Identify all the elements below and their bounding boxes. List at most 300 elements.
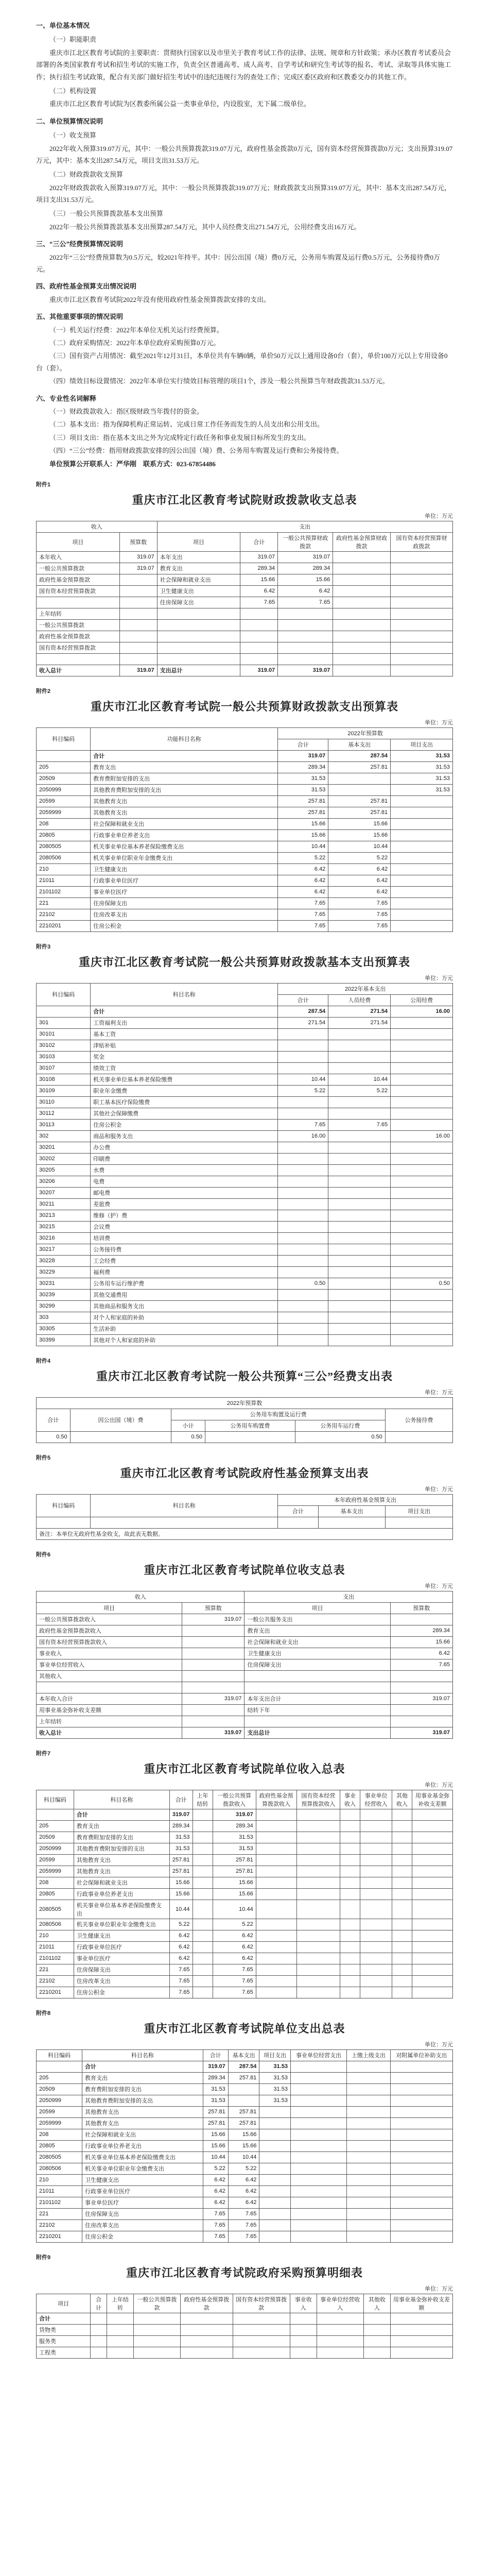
budget-narrative: [36, 20, 453, 470]
table-cell: [259, 2219, 291, 2231]
table-cell: 31.53: [213, 1832, 256, 1843]
table-cell: 271.54: [278, 1017, 328, 1028]
table-row: [37, 1964, 453, 1975]
table-cell: [390, 2324, 452, 2335]
section-title: 二、单位预算情况说明: [36, 117, 103, 125]
table-cell: [240, 608, 278, 619]
table-row: [37, 2335, 453, 2347]
paragraph: （一）财政拨款收入：指区级财政当年拨付的资金。: [49, 407, 204, 415]
table-cell: [360, 1900, 392, 1919]
table-cell: [278, 1096, 328, 1108]
table-cell: [360, 1843, 392, 1854]
table-cell: 257.81: [278, 807, 328, 818]
table-cell: [278, 1266, 328, 1278]
table-cell: [346, 2231, 390, 2242]
table-row: [37, 761, 453, 773]
column-header: 科目编码: [37, 1494, 91, 1517]
table-cell: 30112: [37, 1108, 91, 1119]
table-cell: 15.66: [213, 1888, 256, 1900]
table-cell: 319.07: [390, 1727, 452, 1738]
column-header: 基本支出: [328, 739, 391, 750]
table-cell: [386, 1517, 453, 1528]
table-cell: 2050999: [37, 1843, 74, 1854]
table-cell: 其他教育支出: [82, 2106, 203, 2117]
table-cell: [391, 665, 453, 676]
table-cell: [278, 1051, 328, 1062]
table-cell: 2050999: [37, 784, 91, 795]
table-cell: 287.54: [228, 2061, 259, 2072]
table-cell: [340, 1843, 360, 1854]
column-group-header: 支出: [157, 521, 452, 532]
table-cell: 用事业基金弥补收支差额: [37, 1704, 182, 1716]
column-header: 事业收入: [340, 1790, 360, 1809]
column-group-header: 收入: [37, 1591, 244, 1602]
table-cell: 政府性基金预算拨款: [37, 574, 120, 585]
table-title: 重庆市江北区教育考试院单位支出总表: [144, 2022, 345, 2035]
table-cell: [256, 1809, 296, 1820]
table-cell: [391, 619, 453, 631]
table-cell: 培训费: [91, 1232, 278, 1244]
table-cell: 319.07: [278, 665, 333, 676]
table-cell: 7.65: [278, 920, 328, 931]
table-cell: [391, 1062, 453, 1074]
table-cell: [391, 1108, 453, 1119]
column-header: 合计: [169, 1790, 193, 1809]
table-row: [37, 750, 453, 761]
table-cell: [392, 1953, 412, 1964]
table-row: [37, 1278, 453, 1289]
table-cell: [233, 2347, 290, 2358]
table-cell: [390, 1704, 452, 1716]
table-cell: [391, 818, 453, 829]
table-cell: [391, 795, 453, 807]
table-cell: 319.07: [203, 2061, 228, 2072]
table-cell: [193, 1930, 213, 1941]
table-cell: [290, 2208, 346, 2219]
table-cell: [390, 2095, 452, 2106]
table-cell: [391, 1210, 453, 1221]
table-cell: [412, 1953, 453, 1964]
table-cell: [390, 2140, 452, 2151]
table-cell: 30206: [37, 1176, 91, 1187]
table-cell: [119, 642, 157, 653]
table-cell: [328, 1142, 391, 1153]
table-row: [37, 1716, 453, 1727]
table-cell: 教育支出: [157, 563, 240, 574]
table-cell: [296, 1941, 340, 1953]
table-cell: [412, 1820, 453, 1832]
table-cell: [233, 2324, 290, 2335]
table-cell: [364, 2335, 391, 2347]
table-cell: 257.81: [328, 807, 391, 818]
table-cell: [391, 829, 453, 841]
table-cell: [290, 2219, 346, 2231]
table-cell: [328, 1266, 391, 1278]
column-header: 项目支出: [259, 2049, 291, 2061]
table-cell: 257.81: [228, 2072, 259, 2083]
table-cell: 其他教育支出: [74, 1866, 169, 1877]
column-group-header: 公务用车购置及运行费: [171, 1409, 385, 1420]
table-cell: [391, 909, 453, 920]
table-cell: 319.07: [240, 551, 278, 563]
table-cell: 16.00: [391, 1130, 453, 1142]
table-row: [37, 1244, 453, 1255]
table-cell: 住房保障支出: [74, 1964, 169, 1975]
table-row: [37, 1334, 453, 1346]
table-note-row: [37, 1528, 453, 1539]
section-title: 一、单位基本情况: [36, 22, 90, 29]
table-cell: [290, 2129, 346, 2140]
table-row: [37, 773, 453, 784]
table-cell: [244, 1682, 390, 1693]
table-cell: 支出总计: [244, 1727, 390, 1738]
table-cell: 30231: [37, 1278, 91, 1289]
table-cell: [290, 2095, 346, 2106]
column-header: 事业单位经营支出: [290, 2049, 346, 2061]
table-cell: [37, 2061, 82, 2072]
table-row: [37, 1636, 453, 1648]
table-cell: [119, 585, 157, 597]
column-header: 人员经费: [328, 994, 391, 1006]
table-cell: 商品和服务支出: [91, 1130, 278, 1142]
table-row: [37, 631, 453, 642]
table-cell: [328, 1096, 391, 1108]
table-row: [37, 1930, 453, 1941]
table-cell: 289.34: [213, 1820, 256, 1832]
table-cell: [328, 1232, 391, 1244]
column-header: 国有资本经营预算拨款收入: [296, 1790, 340, 1809]
table-cell: [391, 1221, 453, 1232]
table-cell: [340, 1964, 360, 1975]
table-row: [37, 1266, 453, 1278]
table-cell: [390, 2163, 452, 2174]
table-cell: [193, 1953, 213, 1964]
table-row: [37, 897, 453, 909]
table-cell: [119, 574, 157, 585]
table-cell: [328, 1289, 391, 1300]
table-cell: 30102: [37, 1040, 91, 1051]
table-cell: [182, 1648, 244, 1659]
attachment-label: 附件2: [36, 688, 51, 694]
column-group-header: 2022年预算数: [278, 727, 453, 739]
table-cell: 210: [37, 863, 91, 875]
table-cell: [256, 1900, 296, 1919]
table-cell: 邮电费: [91, 1187, 278, 1198]
table-cell: [256, 1964, 296, 1975]
unit-expense-table: [36, 2049, 453, 2243]
table-cell: 事业收入: [37, 1648, 182, 1659]
section-title: 三、“三公”经费预算情况说明: [36, 240, 124, 248]
table-cell: 205: [37, 761, 91, 773]
table-cell: 机关事业单位基本养老保险缴费: [91, 1074, 278, 1085]
table-cell: 20805: [37, 2140, 82, 2151]
subsection-title: （二）财政拨款收支预算: [49, 171, 124, 179]
table-row: [37, 2163, 453, 2174]
table-row: [37, 2106, 453, 2117]
table-cell: 210: [37, 2174, 82, 2185]
unit-label: 单位：万元: [425, 1782, 453, 1788]
table-row: [37, 1820, 453, 1832]
table-cell: 行政事业单位医疗: [82, 2185, 203, 2197]
table-cell: 319.07: [182, 1727, 244, 1738]
table-cell: [240, 653, 278, 665]
column-header: 合计: [278, 739, 328, 750]
column-header: 用事业基金弥补收支差额: [390, 2294, 452, 2313]
table-cell: 30213: [37, 1210, 91, 1221]
table-cell: 6.42: [169, 1930, 193, 1941]
table-cell: [391, 886, 453, 897]
table-cell: [333, 653, 391, 665]
table-cell: 政府性基金预算拨款收入: [37, 1625, 182, 1636]
table-cell: 国有资本经营预算拨款: [37, 585, 120, 597]
table-cell: [392, 1877, 412, 1888]
table-cell: [392, 1964, 412, 1975]
table-cell: [346, 2129, 390, 2140]
table-cell: 6.42: [228, 2185, 259, 2197]
general-budget-expense-table: [36, 727, 453, 932]
page-end-spacer: [36, 2364, 453, 2384]
table-row: [37, 1866, 453, 1877]
table-cell: [390, 2174, 452, 2185]
table-cell: [182, 1636, 244, 1648]
table-cell: 208: [37, 2129, 82, 2140]
table-cell: [193, 1854, 213, 1866]
table-cell: 22102: [37, 1975, 74, 1987]
paragraph: 2022年财政拨款收入预算319.07万元，其中：一般公共预算拨款319.07万元；财政拨款支出预算319.07万元，其中：基本支出287.54万元，项目支出31.53万元。: [36, 183, 451, 204]
government-fund-expense-table: [36, 1494, 453, 1540]
table-cell: 6.42: [390, 1648, 452, 1659]
table-cell: [392, 1843, 412, 1854]
table-cell: 271.54: [328, 1017, 391, 1028]
table-row: [37, 1300, 453, 1312]
subsection-title: （二）机构设置: [49, 87, 97, 95]
table-title: 重庆市江北区教育考试院一般公共预算“三公”经费支出表: [96, 1369, 393, 1383]
table-cell: [317, 2313, 363, 2324]
table-cell: [360, 1888, 392, 1900]
table-row: [37, 2197, 453, 2208]
table-cell: [240, 631, 278, 642]
table-cell: 0.50: [171, 1431, 205, 1443]
table-cell: [278, 1153, 328, 1164]
column-header: 功能科目名称: [91, 727, 278, 750]
table-cell: [390, 1716, 452, 1727]
table-cell: 289.34: [278, 761, 328, 773]
table-cell: 221: [37, 2208, 82, 2219]
table-cell: [391, 653, 453, 665]
table-cell: [278, 1517, 318, 1528]
table-cell: [317, 2335, 363, 2347]
table-cell: [107, 2324, 134, 2335]
table-row: [37, 1323, 453, 1334]
column-header: 合计: [278, 994, 328, 1006]
table-row: [37, 1832, 453, 1843]
table-cell: [157, 608, 240, 619]
table-cell: [193, 1809, 213, 1820]
table-cell: 其他教育支出: [74, 1854, 169, 1866]
table-cell: 收入总计: [37, 1727, 182, 1738]
table-row: [37, 2129, 453, 2140]
table-row: [37, 1028, 453, 1040]
table-cell: [391, 1312, 453, 1323]
table-cell: [278, 1176, 328, 1187]
table-row: [37, 1975, 453, 1987]
table-cell: [412, 1900, 453, 1919]
table-row: [37, 841, 453, 852]
table-cell: [278, 1312, 328, 1323]
table-cell: 公务用车运行维护费: [91, 1278, 278, 1289]
table-cell: 其他商品和服务支出: [91, 1300, 278, 1312]
table-row: [37, 1210, 453, 1221]
table-row: [37, 1517, 453, 1528]
table-row: [37, 784, 453, 795]
table-cell: 319.07: [182, 1693, 244, 1704]
table-title: 重庆市江北区教育考试院政府采购预算明细表: [126, 2266, 363, 2279]
table-cell: 7.65: [278, 1119, 328, 1130]
table-cell: [391, 551, 453, 563]
table-cell: [278, 1244, 328, 1255]
table-cell: [391, 585, 453, 597]
table-row: [37, 1659, 453, 1670]
table-cell: 10.44: [328, 1074, 391, 1085]
table-row: [37, 2313, 453, 2324]
table-row: [37, 1255, 453, 1266]
table-cell: 社会保障和就业支出: [91, 818, 278, 829]
table-cell: 20599: [37, 2106, 82, 2117]
table-cell: 6.42: [278, 875, 328, 886]
table-cell: 30113: [37, 1119, 91, 1130]
table-cell: [278, 608, 333, 619]
table-cell: [37, 750, 91, 761]
table-cell: [412, 1975, 453, 1987]
table-cell: 2080505: [37, 841, 91, 852]
table-cell: 6.42: [213, 1930, 256, 1941]
table-cell: 奖金: [91, 1051, 278, 1062]
table-row: [37, 852, 453, 863]
table-cell: [328, 773, 391, 784]
table-cell: 一般公共预算拨款收入: [37, 1614, 182, 1625]
table-cell: [391, 642, 453, 653]
table-cell: 15.66: [328, 829, 391, 841]
table-cell: 319.07: [119, 551, 157, 563]
table-cell: [390, 2117, 452, 2129]
table-cell: [360, 1820, 392, 1832]
table-cell: 257.81: [213, 1854, 256, 1866]
table-row: [37, 1198, 453, 1210]
table-cell: 31.53: [391, 761, 453, 773]
table-cell: [133, 2335, 180, 2347]
table-cell: 10.44: [278, 841, 328, 852]
section-title: 五、其他重要事项的情况说明: [36, 313, 124, 321]
basic-expense-table: [36, 983, 453, 1346]
table-cell: [360, 1919, 392, 1930]
table-cell: 6.42: [213, 1953, 256, 1964]
unit-label: 单位：万元: [425, 2285, 453, 2292]
table-cell: [37, 1517, 91, 1528]
table-cell: 319.07: [390, 1693, 452, 1704]
table-cell: 7.65: [240, 597, 278, 608]
table-cell: 15.66: [328, 818, 391, 829]
table-cell: 卫生健康支出: [244, 1648, 390, 1659]
table-cell: [391, 1300, 453, 1312]
table-cell: [157, 653, 240, 665]
table-cell: 15.66: [240, 574, 278, 585]
table-cell: 2080505: [37, 2151, 82, 2163]
table-cell: 20805: [37, 829, 91, 841]
table-cell: 本年支出: [157, 551, 240, 563]
table-cell: 7.65: [169, 1964, 193, 1975]
column-header: 政府性基金预算拨款收入: [256, 1790, 296, 1809]
table-cell: 其他社会保障缴费: [91, 1108, 278, 1119]
table-cell: 10.44: [169, 1900, 193, 1919]
table-cell: [278, 631, 333, 642]
table-cell: [412, 1930, 453, 1941]
table-row: [37, 1289, 453, 1300]
table-cell: [278, 1108, 328, 1119]
table-cell: 其他教育费附加安排的支出: [82, 2095, 203, 2106]
table-cell: [391, 1323, 453, 1334]
table-cell: 30207: [37, 1187, 91, 1198]
table-cell: 合计: [91, 750, 278, 761]
table-cell: [296, 1987, 340, 1998]
table-cell: [346, 2072, 390, 2083]
table-cell: [360, 1832, 392, 1843]
table-row: [37, 1693, 453, 1704]
table-cell: [328, 1312, 391, 1323]
table-cell: [328, 1028, 391, 1040]
table-cell: [278, 653, 333, 665]
table-cell: 2080506: [37, 2163, 82, 2174]
government-procurement-table: [36, 2294, 453, 2359]
table-cell: [390, 2106, 452, 2117]
table-cell: 合计: [82, 2061, 203, 2072]
table-row: [37, 829, 453, 841]
table-cell: [391, 1176, 453, 1187]
paragraph: 重庆市江北区教育考试院为区教委所属公益一类事业单位，内设股室，无下属二级单位。: [49, 100, 311, 108]
table-cell: 2210201: [37, 920, 91, 931]
table-cell: 257.81: [228, 2106, 259, 2117]
table-cell: [333, 551, 391, 563]
table-cell: 机关事业单位基本养老保险缴费支出: [91, 841, 278, 852]
table-cell: [296, 1964, 340, 1975]
table-cell: [340, 1877, 360, 1888]
table-cell: [259, 2185, 291, 2197]
table-cell: [391, 1085, 453, 1096]
table-row: [37, 1040, 453, 1051]
table-cell: 2059999: [37, 2117, 82, 2129]
table-cell: 31.53: [391, 784, 453, 795]
attachment-label: 附件9: [36, 2254, 51, 2261]
table-body: [37, 1006, 453, 1346]
table-cell: [278, 1334, 328, 1346]
column-header: 合计: [240, 532, 278, 551]
table-title: 重庆市江北区教育考试院一般公共预算财政拨款支出预算表: [90, 700, 398, 713]
table-cell: [333, 608, 391, 619]
table-row: [37, 863, 453, 875]
table-cell: [390, 2231, 452, 2242]
column-header: 科目编码: [37, 1790, 74, 1809]
table-cell: 15.66: [203, 2140, 228, 2151]
table-cell: [328, 1221, 391, 1232]
table-cell: 5.22: [169, 1919, 193, 1930]
table-row: [37, 653, 453, 665]
table-cell: [290, 2174, 346, 2185]
table-cell: [290, 2151, 346, 2163]
table-cell: [256, 1866, 296, 1877]
table-cell: 10.44: [213, 1900, 256, 1919]
subsection-title: （一）收支预算: [49, 131, 97, 140]
table-cell: [412, 1987, 453, 1998]
table-cell: 7.65: [169, 1975, 193, 1987]
